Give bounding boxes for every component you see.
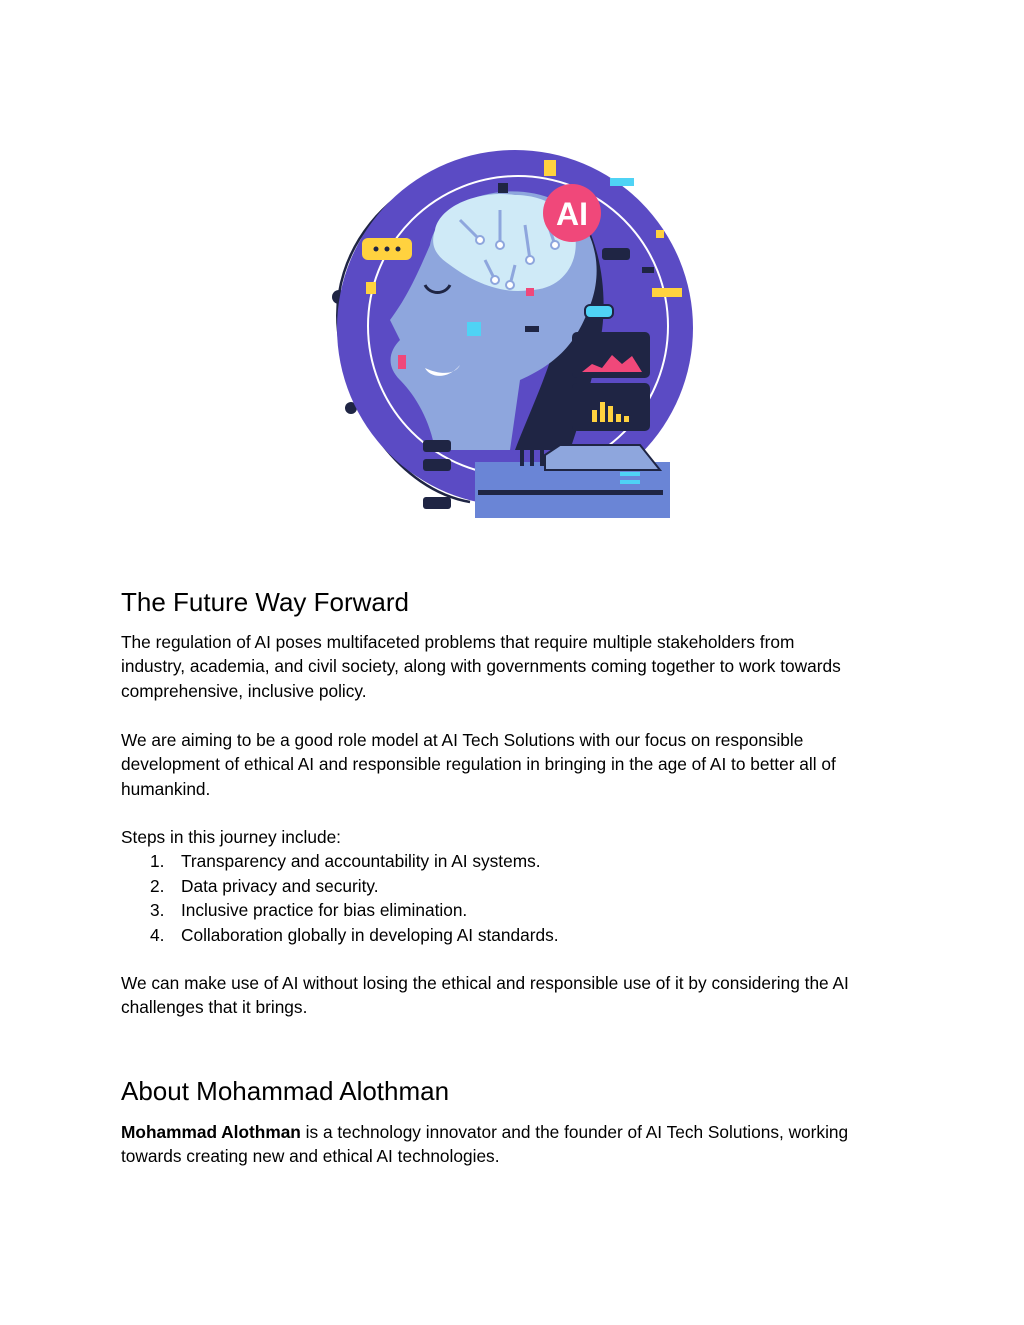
about-section xyxy=(121,1076,911,1106)
text-line: The regulation of AI poses multifaceted problems that require multiple stakeholders from xyxy=(121,632,795,652)
about-paragraph xyxy=(121,1120,911,1169)
text-line xyxy=(121,1120,911,1144)
list-item xyxy=(121,923,911,947)
ai-badge-label: AI xyxy=(556,196,588,232)
text-line: humankind. xyxy=(121,778,211,799)
list-text: Data privacy and security. xyxy=(181,875,379,896)
author-name: Mohammad Alothman xyxy=(121,1122,301,1142)
ai-head-illustration xyxy=(330,150,700,525)
future-paragraph-2 xyxy=(121,728,911,801)
list-item xyxy=(121,898,911,922)
list-text: Inclusive practice for bias elimination. xyxy=(181,900,468,921)
future-section xyxy=(121,587,911,617)
section-heading: About Mohammad Alothman xyxy=(121,1076,450,1106)
text-line: challenges that it brings. xyxy=(121,997,308,1018)
list-number: 3. xyxy=(150,900,165,921)
list-text: Collaboration globally in developing AI standards. xyxy=(181,924,559,945)
list-item xyxy=(121,849,911,873)
future-paragraph-1 xyxy=(121,630,911,703)
list-item xyxy=(121,874,911,898)
text-line: We can make use of AI without losing the ethical and responsible use of it by considering the AI xyxy=(121,973,849,993)
steps-list xyxy=(121,849,911,947)
list-number: 1. xyxy=(150,851,165,872)
closing-paragraph xyxy=(121,971,911,1020)
text-span: is a technology innovator and the founder of AI Tech Solutions, working xyxy=(300,1122,849,1142)
list-number: 2. xyxy=(150,875,165,896)
text-line: development of ethical AI and responsible regulation in bringing in the age of AI to better all of xyxy=(121,754,836,775)
list-number: 4. xyxy=(150,924,165,945)
steps-intro: Steps in this journey include: xyxy=(121,827,341,847)
machine-console xyxy=(545,445,660,470)
list-text: Transparency and accountability in AI systems. xyxy=(181,851,541,872)
steps-block xyxy=(121,825,911,947)
section-heading: The Future Way Forward xyxy=(121,587,410,617)
text-line: industry, academia, and civil society, along with governments coming together to work towards xyxy=(121,656,841,677)
text-line: towards creating new and ethical AI technologies. xyxy=(121,1146,500,1167)
text-line: We are aiming to be a good role model at AI Tech Solutions with our focus on responsible xyxy=(121,730,804,750)
text-line: comprehensive, inclusive policy. xyxy=(121,680,367,701)
